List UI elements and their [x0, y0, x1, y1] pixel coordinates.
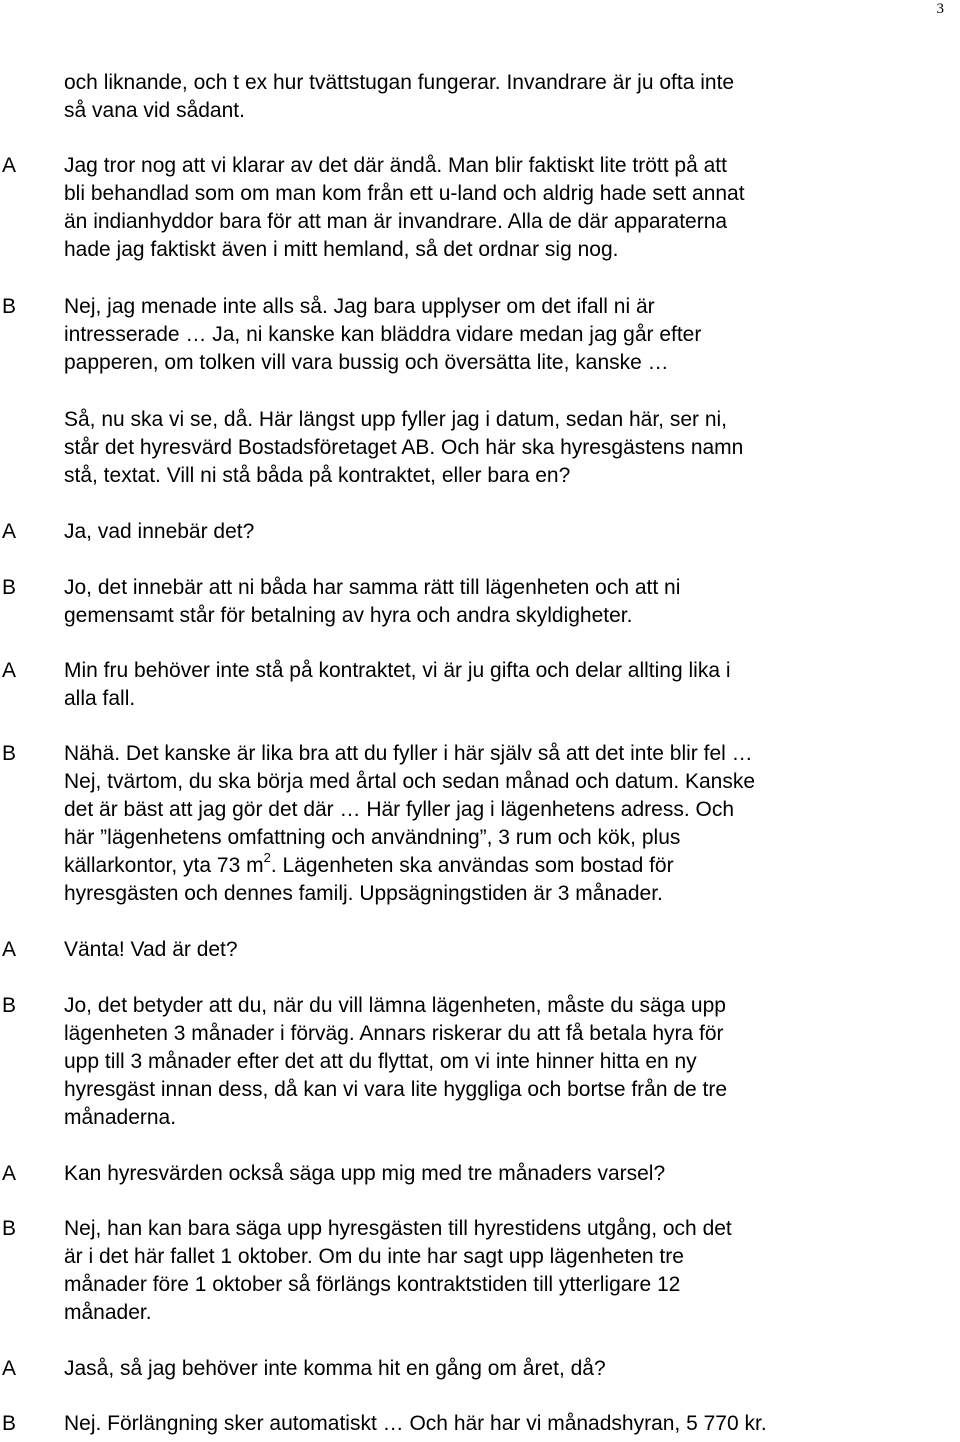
text-line: alla fall.: [64, 687, 136, 710]
page-number: 3: [936, 1, 944, 17]
speaker-label: B: [2, 1412, 17, 1435]
text-line: Jag tror nog att vi klarar av det där ändå. Man blir faktiskt lite trött på att: [64, 154, 727, 177]
text-line: papperen, om tolken vill vara bussig och översätta lite, kanske …: [64, 351, 669, 374]
text-segment: källarkontor, yta 73 m: [64, 854, 264, 877]
text-line: månader före 1 oktober så förlängs kontraktstiden till ytterligare 12: [64, 1273, 681, 1296]
text-line: Nähä. Det kanske är lika bra att du fyller i här själv så att det inte blir fel …: [64, 742, 753, 765]
text-segment: . Lägenheten ska användas som bostad för: [270, 854, 674, 877]
text-line: Nej. Förlängning sker automatiskt … Och här har vi månadshyran, 5 770 kr.: [64, 1412, 767, 1435]
dialogue-block: [64, 574, 954, 630]
text-line: Kan hyresvärden också säga upp mig med tre månaders varsel?: [64, 1162, 666, 1185]
speaker-label: B: [2, 994, 17, 1017]
text-line: intresserade … Ja, ni kanske kan bläddra vidare medan jag går efter: [64, 323, 702, 346]
speaker-label: B: [2, 576, 17, 599]
text-line: Vänta! Vad är det?: [64, 938, 238, 961]
dialogue-block: [64, 936, 954, 964]
dialogue-block: [64, 657, 954, 713]
text-line: bli behandlad som om man kom från ett u-land och aldrig hade sett annat: [64, 182, 745, 205]
superscript: 2: [263, 850, 271, 865]
text-line: här ”lägenhetens omfattning och användning”, 3 rum och kök, plus: [64, 826, 681, 849]
dialogue-block: [64, 992, 954, 1132]
text-line: gemensamt står för betalning av hyra och andra skyldigheter.: [64, 604, 633, 627]
text-line: hyresgästen och dennes familj. Uppsägningstiden är 3 månader.: [64, 882, 663, 905]
text-line: stå, textat. Vill ni stå båda på kontraktet, eller bara en?: [64, 464, 571, 487]
text-line: Nej, han kan bara säga upp hyresgästen till hyrestidens utgång, och det: [64, 1217, 732, 1240]
dialogue-block: [64, 406, 954, 490]
text-line: så vana vid sådant.: [64, 99, 245, 122]
text-line: står det hyresvärd Bostadsföretaget AB. Och här ska hyresgästens namn: [64, 436, 744, 459]
text-line: Nej, tvärtom, du ska börja med årtal och sedan månad och datum. Kanske: [64, 770, 756, 793]
speaker-label: A: [2, 659, 17, 682]
dialogue-block: [64, 293, 954, 377]
text-line: Ja, vad innebär det?: [64, 520, 255, 543]
dialogue-block: [64, 1215, 954, 1327]
text-line: [64, 852, 954, 880]
text-line: det är bäst att jag gör det där … Här fyller jag i lägenhetens adress. Och: [64, 798, 735, 821]
speaker-label: A: [2, 1357, 17, 1380]
dialogue-block: [64, 152, 954, 264]
speaker-label: A: [2, 1162, 17, 1185]
speaker-label: B: [2, 295, 17, 318]
text-line: Jo, det innebär att ni båda har samma rätt till lägenheten och att ni: [64, 576, 681, 599]
text-line: än indianhyddor bara för att man är invandrare. Alla de där apparaterna: [64, 210, 728, 233]
dialogue-block: [64, 1410, 954, 1438]
dialogue-block: [64, 1160, 954, 1188]
speaker-label: A: [2, 520, 17, 543]
speaker-label: A: [2, 154, 17, 177]
text-line: Jo, det betyder att du, när du vill lämna lägenheten, måste du säga upp: [64, 994, 726, 1017]
dialogue-block: [64, 1355, 954, 1383]
text-line: lägenheten 3 månader i förväg. Annars riskerar du att få betala hyra för: [64, 1022, 724, 1045]
dialogue-block: [64, 740, 954, 908]
text-line: Så, nu ska vi se, då. Här längst upp fyller jag i datum, sedan här, ser ni,: [64, 408, 728, 431]
text-line: månaderna.: [64, 1106, 177, 1129]
speaker-label: A: [2, 938, 17, 961]
text-line: hyresgäst innan dess, då kan vi vara lite hyggliga och bortse från de tre: [64, 1078, 728, 1101]
text-line: och liknande, och t ex hur tvättstugan fungerar. Invandrare är ju ofta inte: [64, 71, 735, 94]
speaker-label: B: [2, 1217, 17, 1240]
speaker-label: B: [2, 742, 17, 765]
text-line: hade jag faktiskt även i mitt hemland, så det ordnar sig nog.: [64, 238, 619, 261]
text-line: månader.: [64, 1301, 152, 1324]
dialogue-block: [64, 69, 954, 125]
text-line: upp till 3 månader efter det att du flyttat, om vi inte hinner hitta en ny: [64, 1050, 697, 1073]
text-line: Nej, jag menade inte alls så. Jag bara upplyser om det ifall ni är: [64, 295, 655, 318]
text-line: Jaså, så jag behöver inte komma hit en gång om året, då?: [64, 1357, 606, 1380]
dialogue-block: [64, 518, 954, 546]
text-line: Min fru behöver inte stå på kontraktet, vi är ju gifta och delar allting lika i: [64, 659, 731, 682]
text-line: är i det här fallet 1 oktober. Om du inte har sagt upp lägenheten tre: [64, 1245, 684, 1268]
